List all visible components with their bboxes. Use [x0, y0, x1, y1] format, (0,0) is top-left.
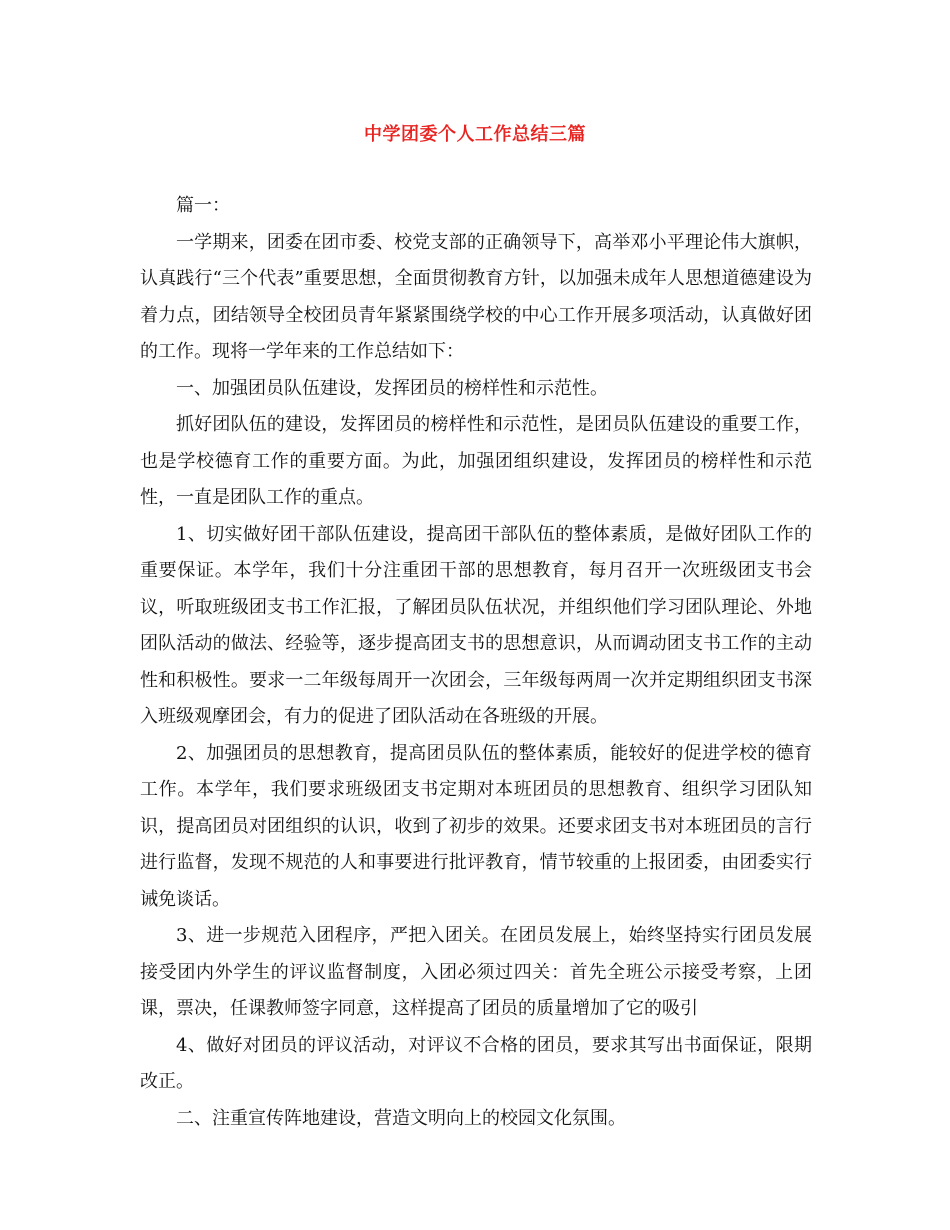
paragraph: 二、注重宣传阵地建设，营造文明向上的校园文化氛围。	[176, 1107, 626, 1129]
paragraph: 3、进一步规范入团程序，严把入团关。在团员发展上，始终坚持实行团员发展接受团内外学生的评议监督制度，入团必须过四关：首先全班公示接受考察，上团课，票决，任课教师签字同意，这样提高了团员的质量增加了它的吸引	[140, 925, 812, 1019]
document-body	[140, 188, 812, 1137]
paragraph: 一学期来，团委在团市委、校党支部的正确领导下，高举邓小平理论伟大旗帜，认真践行“三个代表”重要思想，全面贯彻教育方针，以加强未成年人思想道德建设为着力点，团结领导全校团员青年紧紧围绕学校的中心工作开展多项活动，认真做好团的工作。现将一学年来的工作总结如下：	[140, 231, 812, 362]
paragraph: 一、加强团员队伍建设，发挥团员的榜样性和示范性。	[176, 377, 608, 399]
paragraph: 4、做好对团员的评议活动，对评议不合格的团员，要求其写出书面保证，限期改正。	[140, 1034, 812, 1092]
paragraph: 抓好团队伍的建设，发挥团员的榜样性和示范性，是团员队伍建设的重要工作，也是学校德育工作的重要方面。为此，加强团组织建设，发挥团员的榜样性和示范性，一直是团队工作的重点。	[140, 414, 812, 508]
section-heading: 篇一：	[176, 195, 230, 216]
paragraph: 1、切实做好团干部队伍建设，提高团干部队伍的整体素质，是做好团队工作的重要保证。本学年，我们十分注重团干部的思想教育，每月召开一次班级团支书会议，听取班级团支书工作汇报，了解团员队伍状况，并组织他们学习团队理论、外地团队活动的做法、经验等，逐步提高团支书的思想意识，从而调动团支书工作的主动性和积极性。要求一二年级每周开一次团会，三年级每两周一次并定期组织团支书深入班级观摩团会，有力的促进了团队活动在各班级的开展。	[140, 523, 812, 727]
paragraph: 2、加强团员的思想教育，提高团员队伍的整体素质，能较好的促进学校的德育工作。本学年，我们要求班级团支书定期对本班团员的思想教育、组织学习团队知识，提高团员对团组织的认识，收到了初步的效果。还要求团支书对本班团员的言行进行监督，发现不规范的人和事要进行批评教育，情节较重的上报团委，由团委实行诫免谈话。	[140, 742, 812, 910]
document-title: 中学团委个人工作总结三篇	[364, 124, 586, 145]
